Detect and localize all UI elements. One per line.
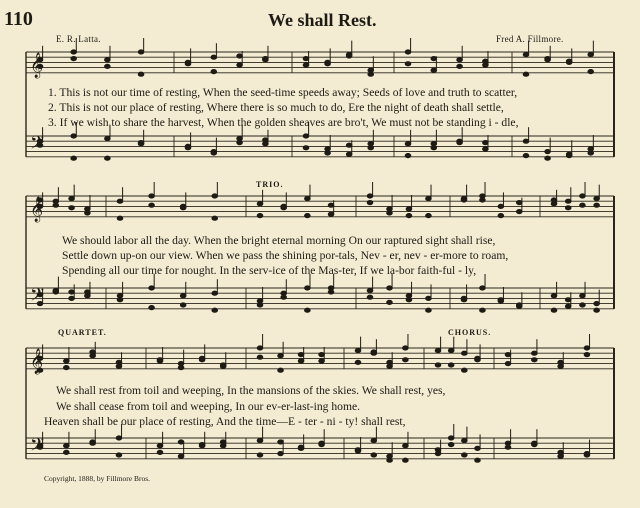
- note-head: [69, 206, 75, 210]
- note-head: [387, 286, 393, 290]
- note-head: [403, 358, 409, 362]
- note-head: [588, 70, 594, 74]
- note-head: [367, 201, 373, 205]
- clef-icon: 𝄢: [30, 435, 45, 460]
- note-head: [212, 216, 218, 220]
- note-head: [178, 366, 184, 370]
- verse-line: We shall cease from toil and weeping, In our ev-er-last-ing home.: [56, 400, 361, 413]
- note-head: [303, 57, 309, 61]
- note-head: [523, 139, 529, 143]
- note-head: [461, 298, 467, 302]
- note-head: [220, 363, 226, 367]
- note-head: [594, 302, 600, 306]
- section-label-trio: TRIO.: [256, 180, 284, 189]
- note-head: [328, 203, 334, 207]
- note-head: [462, 351, 468, 355]
- note-head: [457, 58, 463, 62]
- note-head: [90, 350, 96, 354]
- note-head: [90, 440, 96, 444]
- note-head: [346, 152, 352, 156]
- note-head: [387, 211, 393, 215]
- note-head: [545, 156, 551, 160]
- note-head: [325, 151, 331, 155]
- note-head: [565, 199, 571, 203]
- note-head: [305, 214, 311, 218]
- note-head: [431, 68, 437, 72]
- note-head: [532, 351, 538, 355]
- note-head: [588, 53, 594, 57]
- note-head: [551, 198, 557, 202]
- note-head: [85, 211, 91, 215]
- note-head: [566, 59, 572, 63]
- note-head: [475, 458, 481, 462]
- note-head: [405, 154, 411, 158]
- note-head: [220, 440, 226, 444]
- note-head: [71, 57, 77, 61]
- note-head: [367, 289, 373, 293]
- note-head: [346, 143, 352, 147]
- note-head: [448, 436, 454, 440]
- note-head: [281, 295, 287, 299]
- note-head: [406, 207, 412, 211]
- note-head: [483, 141, 489, 145]
- note-head: [303, 63, 309, 67]
- note-head: [387, 300, 393, 304]
- note-head: [483, 147, 489, 151]
- note-head: [257, 303, 263, 307]
- note-head: [278, 368, 284, 372]
- note-head: [435, 363, 441, 367]
- note-head: [149, 306, 155, 310]
- note-head: [367, 295, 373, 299]
- verse-line: We shall rest from toil and weeping, In the mansions of the skies. We shall rest, yes,: [56, 384, 446, 397]
- clef-icon: 𝄞: [30, 197, 44, 222]
- note-head: [461, 198, 467, 202]
- note-head: [368, 72, 374, 76]
- note-head: [565, 304, 571, 308]
- note-head: [406, 214, 412, 218]
- note-head: [105, 156, 111, 160]
- note-head: [211, 55, 217, 59]
- note-head: [64, 359, 70, 363]
- section-label-chorus: CHORUS.: [448, 328, 492, 337]
- note-head: [475, 358, 481, 362]
- note-head: [588, 151, 594, 155]
- note-head: [448, 363, 454, 367]
- note-head: [403, 444, 409, 448]
- note-head: [498, 204, 504, 208]
- note-head: [545, 150, 551, 154]
- note-head: [185, 146, 191, 150]
- note-head: [523, 53, 529, 57]
- note-head: [387, 458, 393, 462]
- note-head: [580, 194, 586, 198]
- note-head: [263, 57, 269, 61]
- note-head: [457, 141, 463, 145]
- note-head: [426, 308, 432, 312]
- note-head: [199, 358, 205, 362]
- note-head: [138, 72, 144, 76]
- note-head: [69, 290, 75, 294]
- note-head: [498, 298, 504, 302]
- composer-credit: Fred A. Fillmore.: [496, 34, 564, 44]
- note-head: [278, 354, 284, 358]
- note-head: [64, 444, 70, 448]
- note-head: [212, 194, 218, 198]
- clef-icon: 𝄞: [30, 53, 44, 78]
- note-head: [516, 201, 522, 205]
- note-head: [594, 308, 600, 312]
- note-head: [257, 214, 263, 218]
- note-head: [303, 134, 309, 138]
- verse-line: We should labor all the day. When the bright eternal morning On our raptured sight shall rise,: [62, 234, 496, 247]
- note-head: [298, 353, 304, 357]
- note-head: [403, 458, 409, 462]
- note-head: [257, 439, 263, 443]
- note-head: [305, 286, 311, 290]
- note-head: [105, 137, 111, 141]
- note-head: [237, 63, 243, 67]
- note-head: [532, 358, 538, 362]
- note-head: [483, 59, 489, 63]
- note-head: [523, 72, 529, 76]
- note-head: [480, 198, 486, 202]
- note-head: [551, 308, 557, 312]
- note-head: [298, 359, 304, 363]
- note-head: [448, 349, 454, 353]
- note-head: [149, 203, 155, 207]
- note-head: [212, 291, 218, 295]
- note-head: [178, 454, 184, 458]
- note-head: [263, 138, 269, 142]
- verse-line: Heaven shall be our place of resting, And the time—E - ter - ni - ty! shall rest,: [44, 415, 406, 428]
- note-head: [180, 303, 186, 307]
- note-head: [157, 450, 163, 454]
- verse-line: 2. This is not our place of resting, Where there is so much to do, Ere the night of death shall settle,: [48, 101, 504, 114]
- note-head: [545, 57, 551, 61]
- verse-line: Settle down up-on our view. When we pass the shining por-tals, Nev - er, nev - er-more to roam,: [62, 249, 509, 262]
- clef-icon: 𝄢: [30, 133, 45, 158]
- note-head: [116, 453, 122, 457]
- note-head: [532, 443, 538, 447]
- note-head: [346, 54, 352, 58]
- note-head: [257, 355, 263, 359]
- note-head: [480, 308, 486, 312]
- note-head: [325, 62, 331, 66]
- note-head: [435, 349, 441, 353]
- note-head: [505, 445, 511, 449]
- note-head: [71, 50, 77, 54]
- note-head: [149, 194, 155, 198]
- note-head: [516, 210, 522, 214]
- note-head: [475, 446, 481, 450]
- note-head: [566, 154, 572, 158]
- note-head: [426, 296, 432, 300]
- note-head: [138, 141, 144, 145]
- note-head: [580, 303, 586, 307]
- note-head: [355, 448, 361, 452]
- note-head: [85, 290, 91, 294]
- note-head: [355, 360, 361, 364]
- note-head: [355, 349, 361, 353]
- note-head: [406, 298, 412, 302]
- note-head: [328, 212, 334, 216]
- note-head: [305, 308, 311, 312]
- note-head: [594, 197, 600, 201]
- note-head: [551, 294, 557, 298]
- note-head: [64, 366, 70, 370]
- note-head: [505, 353, 511, 357]
- note-head: [281, 206, 287, 210]
- verse-line: Spending all our time for nought. In the serv-ice of the Mas-ter, If we la-bor faith-ful - ly,: [62, 264, 477, 277]
- copyright-notice: Copyright, 1888, by Fillmore Bros.: [44, 474, 151, 483]
- note-head: [371, 439, 377, 443]
- note-head: [565, 298, 571, 302]
- note-head: [516, 303, 522, 307]
- note-head: [431, 146, 437, 150]
- note-head: [71, 156, 77, 160]
- note-head: [105, 58, 111, 62]
- note-head: [53, 290, 59, 294]
- note-head: [584, 346, 590, 350]
- note-head: [117, 199, 123, 203]
- note-head: [178, 440, 184, 444]
- note-head: [426, 214, 432, 218]
- note-head: [405, 62, 411, 66]
- note-head: [105, 64, 111, 68]
- note-head: [319, 443, 325, 447]
- note-head: [157, 444, 163, 448]
- note-head: [117, 298, 123, 302]
- note-head: [368, 146, 374, 150]
- note-head: [257, 453, 263, 457]
- lyricist-credit: E. R. Latta.: [56, 34, 101, 44]
- note-head: [199, 443, 205, 447]
- note-head: [319, 359, 325, 363]
- note-head: [117, 216, 123, 220]
- note-head: [565, 206, 571, 210]
- note-head: [367, 194, 373, 198]
- hymn-title: We shall Rest.: [268, 10, 377, 30]
- note-head: [594, 203, 600, 207]
- note-head: [387, 360, 393, 364]
- note-head: [298, 445, 304, 449]
- note-head: [116, 360, 122, 364]
- note-head: [462, 453, 468, 457]
- note-head: [405, 50, 411, 54]
- note-head: [180, 294, 186, 298]
- note-head: [584, 453, 590, 457]
- note-head: [462, 439, 468, 443]
- note-head: [303, 146, 309, 150]
- note-head: [448, 443, 454, 447]
- note-head: [403, 346, 409, 350]
- verse-line: 1. This is not our time of resting, When the seed-time speeds away; Seeds of love and truth to scatter,: [48, 86, 518, 99]
- note-head: [457, 64, 463, 68]
- note-head: [278, 440, 284, 444]
- page-number: 110: [4, 8, 33, 30]
- note-head: [278, 452, 284, 456]
- note-head: [584, 353, 590, 357]
- note-head: [237, 54, 243, 58]
- verse-line: 3. If we wish to share the harvest, When the golden sheaves are bro't, We must not be standing i - dle,: [48, 116, 519, 129]
- note-head: [180, 206, 186, 210]
- note-head: [371, 350, 377, 354]
- note-head: [138, 50, 144, 54]
- note-head: [319, 353, 325, 357]
- note-head: [558, 360, 564, 364]
- note-head: [257, 202, 263, 206]
- clef-icon: 𝄢: [30, 285, 45, 310]
- note-head: [257, 346, 263, 350]
- note-head: [69, 197, 75, 201]
- note-head: [405, 142, 411, 146]
- note-head: [71, 134, 77, 138]
- note-head: [237, 141, 243, 145]
- note-head: [211, 70, 217, 74]
- note-head: [498, 214, 504, 218]
- note-head: [157, 358, 163, 362]
- note-head: [558, 450, 564, 454]
- note-head: [149, 286, 155, 290]
- note-head: [435, 448, 441, 452]
- note-head: [212, 308, 218, 312]
- note-head: [505, 362, 511, 366]
- note-head: [211, 151, 217, 155]
- note-head: [64, 450, 70, 454]
- clef-icon: 𝄞: [30, 349, 44, 374]
- note-head: [480, 286, 486, 290]
- section-label-quartet: QUARTET.: [58, 328, 107, 337]
- note-head: [305, 197, 311, 201]
- note-head: [580, 203, 586, 207]
- note-head: [426, 197, 432, 201]
- note-head: [116, 436, 122, 440]
- note-head: [371, 453, 377, 457]
- note-head: [431, 57, 437, 61]
- note-head: [69, 296, 75, 300]
- note-head: [462, 368, 468, 372]
- note-head: [328, 290, 334, 294]
- note-head: [53, 203, 59, 207]
- note-head: [185, 62, 191, 66]
- note-head: [523, 154, 529, 158]
- note-head: [580, 294, 586, 298]
